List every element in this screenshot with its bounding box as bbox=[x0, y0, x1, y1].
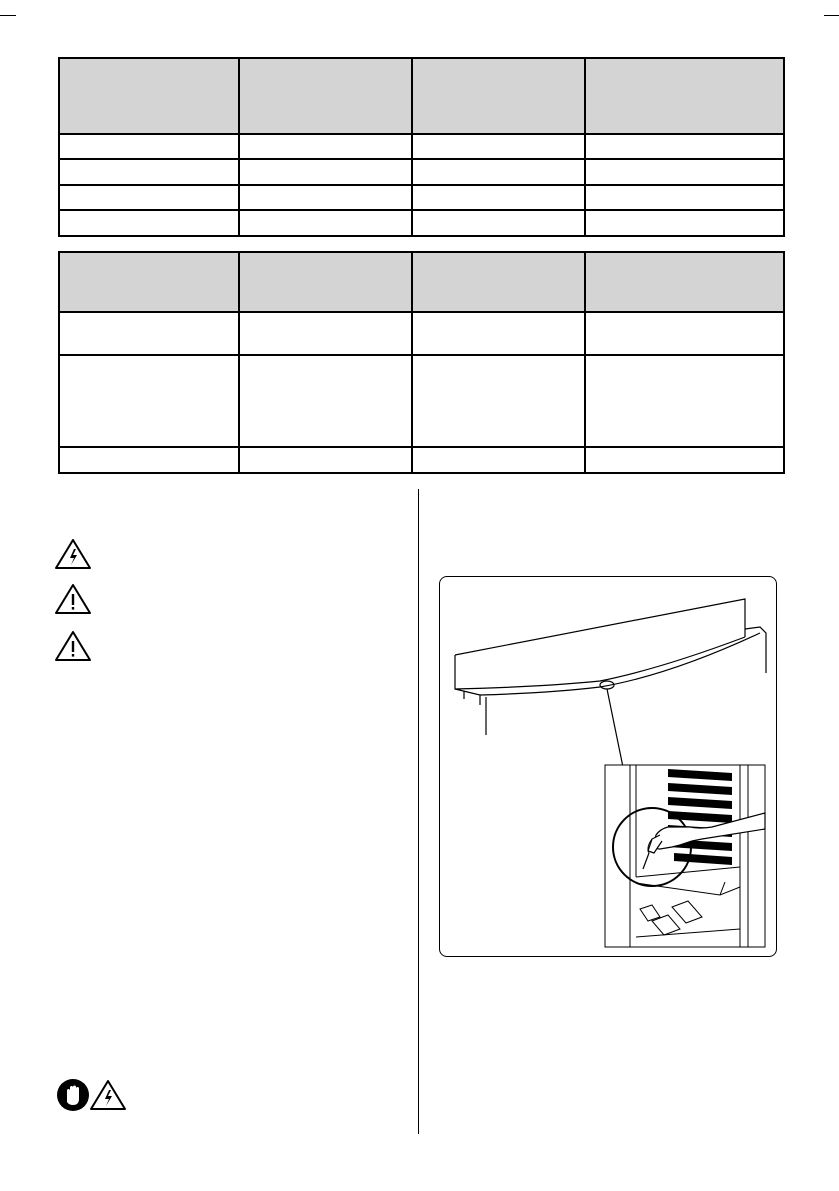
table-cell bbox=[412, 185, 585, 210]
table-cell bbox=[239, 355, 412, 447]
table-cell bbox=[59, 134, 239, 159]
table-header-row bbox=[59, 252, 784, 312]
header-cell bbox=[585, 58, 784, 134]
header-cell bbox=[59, 58, 239, 134]
table-cell bbox=[585, 210, 784, 236]
table-cell bbox=[412, 134, 585, 159]
table-cell bbox=[412, 159, 585, 185]
spec-table-top bbox=[58, 57, 785, 237]
table-cell bbox=[59, 210, 239, 236]
table-row bbox=[59, 355, 784, 447]
crop-mark-top-right bbox=[824, 15, 839, 16]
table-cell bbox=[239, 159, 412, 185]
table-cell bbox=[59, 159, 239, 185]
table-cell bbox=[412, 312, 585, 355]
table-cell bbox=[585, 312, 784, 355]
table-row bbox=[59, 447, 784, 473]
table-cell bbox=[239, 312, 412, 355]
drain-cleaning-figure bbox=[439, 576, 777, 957]
table-cell bbox=[585, 134, 784, 159]
general-warning-icon bbox=[54, 583, 92, 620]
table-header-row bbox=[59, 58, 784, 134]
table-cell bbox=[239, 447, 412, 473]
table-cell bbox=[239, 134, 412, 159]
table-row bbox=[59, 210, 784, 236]
table-cell bbox=[59, 312, 239, 355]
hand-stop-icon bbox=[56, 1078, 90, 1117]
electric-shock-warning-icon bbox=[54, 538, 92, 575]
table-cell bbox=[59, 447, 239, 473]
electric-shock-warning-icon bbox=[89, 1079, 127, 1116]
table-cell bbox=[412, 355, 585, 447]
column-divider bbox=[418, 489, 419, 1134]
table-cell bbox=[585, 447, 784, 473]
table-cell bbox=[239, 185, 412, 210]
header-cell bbox=[239, 252, 412, 312]
table-cell bbox=[585, 355, 784, 447]
table-cell bbox=[239, 210, 412, 236]
header-cell bbox=[585, 252, 784, 312]
table-cell bbox=[412, 210, 585, 236]
table-row bbox=[59, 185, 784, 210]
table-cell bbox=[59, 185, 239, 210]
header-cell bbox=[59, 252, 239, 312]
table-cell bbox=[585, 185, 784, 210]
table-row bbox=[59, 312, 784, 355]
fridge-drain-channel-illustration bbox=[440, 577, 778, 958]
table-row bbox=[59, 134, 784, 159]
table-cell bbox=[412, 447, 585, 473]
table-cell bbox=[59, 355, 239, 447]
header-cell bbox=[412, 58, 585, 134]
crop-mark-top-left bbox=[0, 15, 16, 16]
header-cell bbox=[412, 252, 585, 312]
general-warning-icon bbox=[54, 630, 92, 667]
table-row bbox=[59, 159, 784, 185]
spec-table-bottom bbox=[58, 251, 785, 474]
table-cell bbox=[585, 159, 784, 185]
header-cell bbox=[239, 58, 412, 134]
